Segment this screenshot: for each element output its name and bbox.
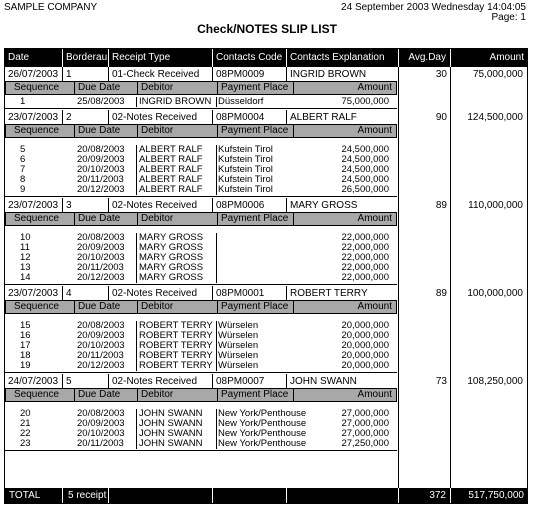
detail-amount: 22,000,000: [341, 272, 389, 283]
detail-col-payment-place: Payment Place: [217, 389, 293, 401]
report-table: [4, 48, 528, 504]
receipt-contacts-explanation: ALBERT RALF: [290, 112, 357, 123]
detail-divider: [136, 185, 137, 195]
detail-sequence: 1: [20, 96, 26, 107]
detail-sequence: 12: [20, 252, 31, 263]
report-datetime: 24 September 2003 Wednesday 14:04:05: [341, 2, 526, 13]
detail-col-debitor: Debitor: [137, 389, 217, 401]
receipt-amount: 124,500,000: [467, 112, 523, 123]
detail-divider: [216, 243, 217, 253]
detail-due-date: 20/08/2003: [77, 144, 125, 155]
detail-sequence: 11: [20, 242, 30, 253]
col-avg-day: Avg.Day: [398, 49, 450, 67]
receipt-amount: 108,250,000: [467, 376, 523, 387]
detail-amount: 24,500,000: [341, 154, 389, 165]
receipt-type: 02-Notes Received: [112, 376, 198, 387]
detail-divider: [216, 439, 217, 449]
detail-amount: 27,000,000: [341, 428, 389, 439]
row-divider: [286, 198, 287, 212]
column-divider: [450, 67, 451, 490]
detail-due-date: 20/09/2003: [77, 330, 125, 341]
detail-col-due-date: Due Date: [74, 389, 137, 401]
detail-debitor: ROBERT TERRY: [139, 330, 213, 341]
detail-divider: [136, 409, 137, 419]
detail-amount: 20,000,000: [341, 360, 389, 371]
page-number: Page: 1: [491, 12, 526, 23]
row-divider: [212, 110, 213, 124]
detail-divider: [136, 165, 137, 175]
detail-col-sequence: Sequence: [14, 82, 60, 93]
receipt-avg-day: 89: [435, 200, 447, 211]
detail-divider: [136, 419, 137, 429]
detail-debitor: MARY GROSS: [139, 242, 204, 253]
detail-divider: [216, 155, 217, 165]
detail-divider: [136, 273, 137, 283]
detail-divider: [216, 233, 217, 243]
detail-divider: [136, 145, 137, 155]
detail-col-payment-place: Payment Place: [217, 82, 293, 94]
detail-divider: [136, 351, 137, 361]
receipt-date: 23/07/2003: [8, 112, 59, 123]
table-header: [5, 49, 527, 67]
total-count: 5 receipt: [62, 488, 108, 503]
detail-divider: [136, 361, 137, 371]
detail-divider: [136, 175, 137, 185]
detail-payment-place: New York/Penthouse: [218, 418, 307, 429]
detail-amount: 22,000,000: [341, 262, 389, 273]
row-divider: [62, 198, 63, 212]
row-divider: [108, 286, 109, 300]
detail-sequence: 16: [20, 330, 31, 341]
detail-col-payment-place: Payment Place: [217, 125, 293, 137]
receipt-avg-day: 73: [435, 376, 447, 387]
detail-payment-place: Würselen: [218, 330, 259, 341]
detail-sequence: 9: [20, 184, 26, 195]
row-divider: [108, 198, 109, 212]
detail-due-date: 20/12/2003: [77, 360, 125, 371]
detail-divider: [136, 341, 137, 351]
detail-col-debitor: Debitor: [137, 213, 217, 225]
detail-col-sequence: Sequence: [14, 213, 60, 224]
detail-divider: [136, 439, 137, 449]
row-divider: [286, 67, 287, 81]
detail-due-date: 20/11/2003: [77, 174, 124, 185]
detail-payment-place: Kufstein Tirol: [218, 174, 273, 185]
receipt-type: 01-Check Received: [112, 69, 200, 80]
detail-divider: [136, 253, 137, 263]
detail-col-amount: Amount: [293, 125, 396, 137]
detail-debitor: ROBERT TERRY: [139, 360, 213, 371]
detail-divider: [136, 155, 137, 165]
receipt-contacts-code: 08PM0004: [216, 112, 265, 123]
detail-due-date: 20/11/2003: [77, 262, 124, 273]
detail-debitor: MARY GROSS: [139, 232, 204, 243]
detail-amount: 24,500,000: [341, 174, 389, 185]
detail-sequence: 18: [20, 350, 31, 361]
receipt-row: [5, 376, 527, 388]
detail-bottom-line: [5, 450, 397, 451]
detail-due-date: 20/11/2003: [77, 350, 124, 361]
detail-col-due-date: Due Date: [74, 213, 137, 225]
detail-amount: 27,250,000: [341, 438, 389, 449]
detail-amount: 20,000,000: [341, 320, 389, 331]
total-label: TOTAL: [9, 490, 41, 501]
row-divider: [212, 67, 213, 81]
detail-sequence: 21: [20, 418, 31, 429]
receipt-row: [5, 288, 527, 300]
detail-due-date: 20/10/2003: [77, 252, 125, 263]
detail-due-date: 20/08/2003: [77, 320, 125, 331]
detail-debitor: ALBERT RALF: [139, 164, 203, 175]
receipt-type: 02-Notes Received: [112, 200, 198, 211]
row-divider: [212, 286, 213, 300]
detail-divider: [136, 233, 137, 243]
detail-col-debitor: Debitor: [137, 125, 217, 137]
detail-divider: [216, 253, 217, 263]
detail-divider: [216, 351, 217, 361]
detail-amount: 27,000,000: [341, 408, 389, 419]
detail-debitor: JOHN SWANN: [139, 418, 203, 429]
detail-divider: [136, 321, 137, 331]
receipt-bordereau: 1: [66, 69, 72, 80]
detail-sequence: 20: [20, 408, 31, 419]
detail-header: [5, 388, 397, 402]
detail-payment-place: Kufstein Tirol: [218, 154, 273, 165]
detail-col-payment-place: Payment Place: [217, 301, 293, 313]
detail-bottom-line: [5, 284, 397, 285]
detail-divider: [136, 429, 137, 439]
detail-amount: 24,500,000: [341, 144, 389, 155]
row-divider: [286, 110, 287, 124]
detail-col-sequence: Sequence: [14, 125, 60, 136]
detail-payment-place: Kufstein Tirol: [218, 184, 273, 195]
detail-due-date: 20/08/2003: [77, 408, 125, 419]
detail-row: [5, 361, 397, 371]
detail-amount: 22,000,000: [341, 242, 389, 253]
detail-payment-place: Kufstein Tirol: [218, 144, 273, 155]
detail-divider: [216, 321, 217, 331]
row-divider: [286, 374, 287, 388]
detail-bottom-line: [5, 108, 397, 109]
receipt-date: 23/07/2003: [8, 288, 59, 299]
detail-bottom-line: [5, 196, 397, 197]
detail-sequence: 17: [20, 340, 31, 351]
detail-col-amount: Amount: [293, 82, 396, 94]
receipt-bordereau: 5: [66, 376, 72, 387]
detail-amount: 22,000,000: [341, 232, 389, 243]
receipt-contacts-code: 08PM0006: [216, 200, 265, 211]
detail-sequence: 14: [20, 272, 31, 283]
detail-due-date: 20/09/2003: [77, 418, 125, 429]
detail-payment-place: Würselen: [218, 350, 259, 361]
detail-debitor: JOHN SWANN: [139, 428, 203, 439]
detail-payment-place: Kufstein Tirol: [218, 164, 273, 175]
receipt-contacts-code: 08PM0001: [216, 288, 265, 299]
receipt-row: [5, 112, 527, 124]
row-divider: [108, 374, 109, 388]
row-divider: [108, 110, 109, 124]
receipt-amount: 100,000,000: [467, 288, 523, 299]
row-divider: [212, 374, 213, 388]
detail-payment-place: New York/Penthouse: [218, 438, 307, 449]
detail-amount: 75,000,000: [341, 96, 389, 107]
detail-sequence: 22: [20, 428, 31, 439]
detail-payment-place: Würselen: [218, 360, 259, 371]
row-divider: [62, 110, 63, 124]
detail-amount: 24,500,000: [341, 164, 389, 175]
company-name: SAMPLE COMPANY: [4, 2, 98, 13]
total-blank-2: [212, 488, 286, 503]
receipt-date: 24/07/2003: [8, 376, 59, 387]
col-contacts-explanation: Contacts Explanation: [286, 49, 398, 67]
col-receipt-type: Receipt Type: [108, 49, 212, 67]
detail-divider: [216, 273, 217, 283]
detail-sequence: 7: [20, 164, 26, 175]
detail-debitor: MARY GROSS: [139, 252, 204, 263]
col-bordereau: Borderau: [62, 49, 108, 67]
receipt-row: [5, 69, 527, 81]
row-divider: [108, 67, 109, 81]
detail-payment-place: New York/Penthouse: [218, 408, 307, 419]
detail-debitor: MARY GROSS: [139, 272, 204, 283]
detail-due-date: 20/09/2003: [77, 154, 125, 165]
receipt-avg-day: 30: [435, 69, 447, 80]
detail-col-amount: Amount: [293, 301, 396, 313]
detail-sequence: 15: [20, 320, 31, 331]
detail-sequence: 23: [20, 438, 31, 449]
receipt-type: 02-Notes Received: [112, 288, 198, 299]
detail-row: [5, 97, 397, 107]
col-amount: Amount: [450, 49, 528, 67]
detail-debitor: ALBERT RALF: [139, 154, 203, 165]
detail-amount: 27,000,000: [341, 418, 389, 429]
receipt-avg-day: 89: [435, 288, 447, 299]
detail-sequence: 13: [20, 262, 31, 273]
detail-payment-place: New York/Penthouse: [218, 428, 307, 439]
detail-header: [5, 212, 397, 226]
detail-due-date: 20/10/2003: [77, 164, 125, 175]
detail-divider: [216, 341, 217, 351]
detail-due-date: 20/10/2003: [77, 340, 125, 351]
detail-due-date: 25/08/2003: [77, 96, 125, 107]
total-avg-day: 372: [398, 488, 450, 503]
detail-divider: [216, 361, 217, 371]
detail-sequence: 6: [20, 154, 26, 165]
detail-due-date: 20/08/2003: [77, 232, 125, 243]
detail-row: [5, 273, 397, 283]
detail-row: [5, 185, 397, 195]
receipt-contacts-explanation: JOHN SWANN: [290, 376, 357, 387]
receipt-bordereau: 2: [66, 112, 72, 123]
detail-divider: [216, 331, 217, 341]
row-divider: [212, 198, 213, 212]
detail-sequence: 19: [20, 360, 31, 371]
detail-amount: 20,000,000: [341, 340, 389, 351]
detail-header: [5, 300, 397, 314]
detail-divider: [216, 175, 217, 185]
detail-row: [5, 439, 397, 449]
detail-debitor: ROBERT TERRY: [139, 320, 213, 331]
detail-due-date: 20/10/2003: [77, 428, 125, 439]
detail-col-sequence: Sequence: [14, 389, 60, 400]
receipt-amount: 110,000,000: [468, 200, 523, 211]
detail-debitor: ALBERT RALF: [139, 174, 203, 185]
detail-divider: [216, 185, 217, 195]
detail-due-date: 20/11/2003: [77, 438, 124, 449]
detail-col-due-date: Due Date: [74, 125, 137, 137]
detail-debitor: ALBERT RALF: [139, 184, 203, 195]
receipt-avg-day: 90: [435, 112, 447, 123]
column-divider: [398, 67, 399, 490]
receipt-row: [5, 200, 527, 212]
table-footer: [5, 488, 527, 503]
detail-amount: 20,000,000: [341, 330, 389, 341]
detail-col-due-date: Due Date: [74, 82, 137, 94]
detail-debitor: JOHN SWANN: [139, 408, 203, 419]
total-blank-3: [286, 488, 398, 503]
detail-debitor: ROBERT TERRY: [139, 340, 213, 351]
detail-sequence: 8: [20, 174, 26, 185]
detail-bottom-line: [5, 372, 397, 373]
detail-col-payment-place: Payment Place: [217, 213, 293, 225]
receipt-bordereau: 3: [66, 200, 72, 211]
col-date: Date: [8, 52, 30, 63]
total-blank-1: [108, 488, 212, 503]
detail-payment-place: Düsseldorf: [218, 96, 264, 107]
detail-divider: [216, 263, 217, 273]
detail-sequence: 5: [20, 144, 26, 155]
receipt-contacts-explanation: INGRID BROWN: [290, 69, 367, 80]
detail-header: [5, 124, 397, 138]
detail-divider: [216, 145, 217, 155]
detail-due-date: 20/12/2003: [77, 272, 125, 283]
detail-debitor: ALBERT RALF: [139, 144, 203, 155]
detail-debitor: MARY GROSS: [139, 262, 204, 273]
detail-amount: 26,500,000: [341, 184, 389, 195]
receipt-date: 23/07/2003: [8, 200, 59, 211]
receipt-type: 02-Notes Received: [112, 112, 198, 123]
detail-debitor: JOHN SWANN: [139, 438, 203, 449]
receipt-amount: 75,000,000: [472, 69, 523, 80]
detail-due-date: 20/09/2003: [77, 242, 125, 253]
row-divider: [62, 374, 63, 388]
detail-payment-place: Würselen: [218, 340, 259, 351]
detail-divider: [216, 429, 217, 439]
receipt-contacts-explanation: ROBERT TERRY: [290, 288, 368, 299]
detail-due-date: 20/12/2003: [77, 184, 125, 195]
detail-payment-place: Würselen: [218, 320, 259, 331]
detail-divider: [136, 97, 137, 107]
detail-divider: [136, 331, 137, 341]
detail-amount: 22,000,000: [341, 252, 389, 263]
detail-col-amount: Amount: [293, 389, 396, 401]
receipt-contacts-code: 08PM0007: [216, 376, 265, 387]
receipt-date: 26/07/2003: [8, 69, 59, 80]
receipt-bordereau: 4: [66, 288, 72, 299]
detail-header: [5, 81, 397, 95]
detail-divider: [136, 243, 137, 253]
detail-debitor: INGRID BROWN: [139, 96, 212, 107]
detail-divider: [216, 97, 217, 107]
col-contacts-code: Contacts Code: [212, 49, 286, 67]
detail-col-debitor: Debitor: [137, 301, 217, 313]
report-title: Check/NOTES SLIP LIST: [197, 22, 337, 36]
receipt-contacts-explanation: MARY GROSS: [290, 200, 358, 211]
detail-amount: 20,000,000: [341, 350, 389, 361]
detail-divider: [216, 409, 217, 419]
row-divider: [62, 67, 63, 81]
detail-divider: [216, 165, 217, 175]
detail-divider: [136, 263, 137, 273]
detail-sequence: 10: [20, 232, 31, 243]
row-divider: [62, 286, 63, 300]
detail-col-amount: Amount: [293, 213, 396, 225]
detail-col-debitor: Debitor: [137, 82, 217, 94]
detail-col-sequence: Sequence: [14, 301, 60, 312]
detail-col-due-date: Due Date: [74, 301, 137, 313]
receipt-contacts-code: 08PM0009: [216, 69, 265, 80]
detail-divider: [216, 419, 217, 429]
total-amount: 517,750,000: [450, 488, 528, 503]
row-divider: [286, 286, 287, 300]
detail-debitor: ROBERT TERRY: [139, 350, 213, 361]
